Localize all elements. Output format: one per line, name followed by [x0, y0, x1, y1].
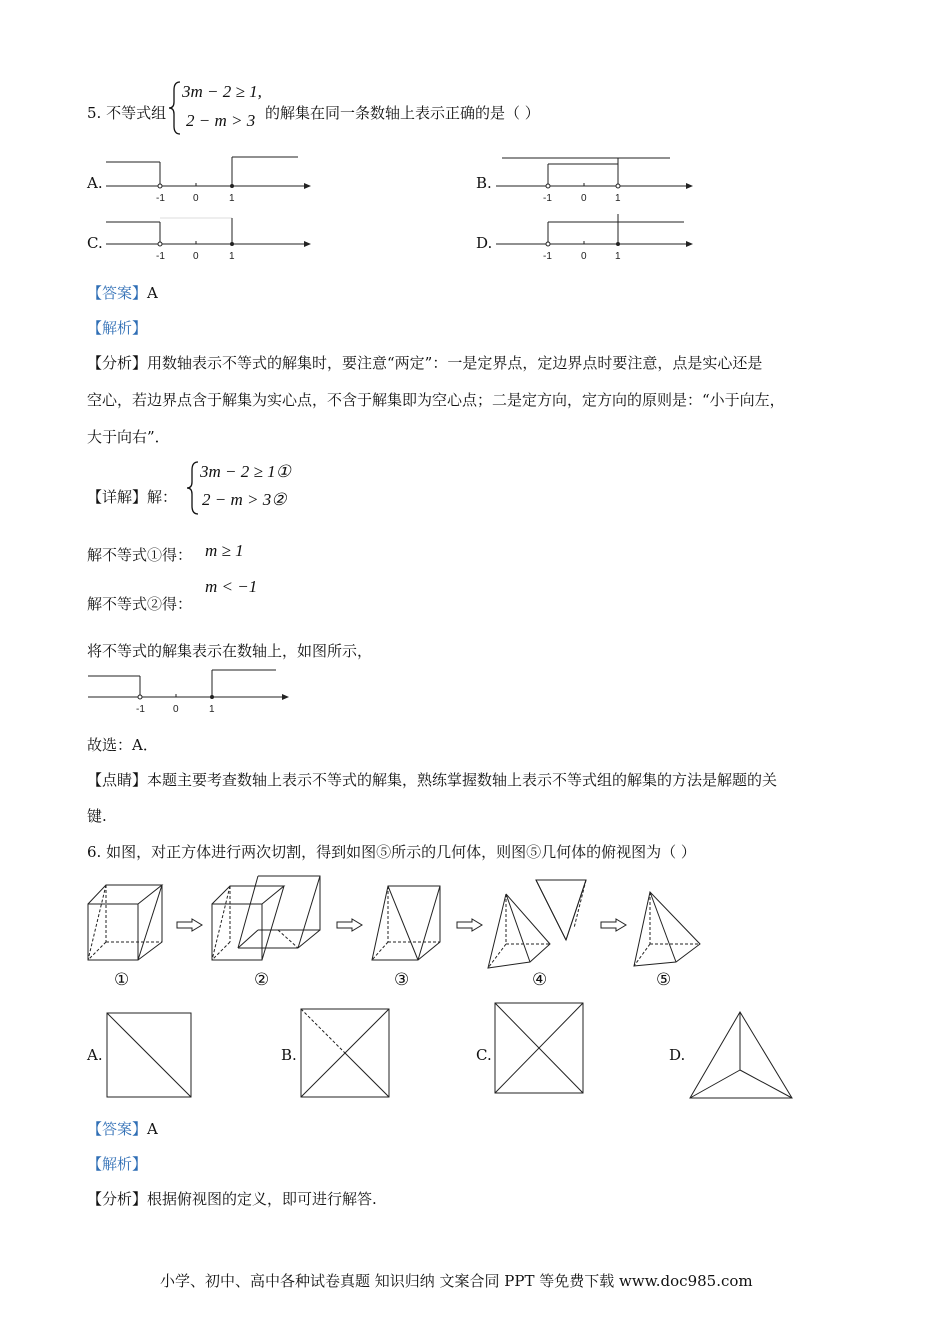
- q6-figure-label-2: ②: [254, 970, 270, 990]
- q6-figure-3-prism: [368, 880, 448, 970]
- detail-text: 解：: [147, 488, 178, 506]
- answer-tag: 【答案】: [87, 1120, 148, 1138]
- arrow-right-icon: [600, 918, 628, 932]
- q5-detail-intro: [87, 486, 177, 507]
- tick-label: 0: [581, 251, 587, 262]
- q5-detail-system: [186, 458, 306, 518]
- detail-sys-line1: 3m − 2 ≥ 1①: [200, 462, 291, 481]
- fenxi-text: 用数轴表示不等式的解集时，要注意“两定”：一是定界点，定边界点时要注意，点是实心还是: [147, 354, 763, 372]
- q6-option-a-view: [106, 1012, 196, 1102]
- q5-choose: 故选：A．: [87, 736, 158, 754]
- fenxi-text: 根据俯视图的定义，即可进行解答.: [147, 1190, 377, 1208]
- arrow-right-icon: [336, 918, 364, 932]
- q5-fenxi-line2: 空心，若边界点含于解集为实心点，不含于解集即为空心点；二是定方向，定方向的原则是：“小于向左，: [87, 391, 785, 409]
- tick-label: 1: [229, 251, 235, 262]
- q5-inequality-system: [168, 78, 268, 136]
- tick-label: 0: [193, 193, 199, 204]
- q5-dianjing-line2: 键.: [87, 807, 107, 825]
- q6-figure-label-1: ①: [114, 970, 130, 990]
- fenxi-tag: 【分析】: [87, 354, 148, 372]
- q5-option-b-label: B.: [476, 174, 492, 192]
- tick-label: 1: [229, 193, 235, 204]
- q6-figure-1-cube: [84, 880, 174, 970]
- detail-tag: 【详解】: [87, 488, 148, 506]
- q6-option-d-view: [688, 1010, 798, 1100]
- tick-label: 1: [615, 193, 621, 204]
- q5-option-d-label: D.: [476, 234, 493, 252]
- brace-icon: [168, 80, 182, 136]
- q5-step1-math: m ≥ 1: [205, 541, 244, 560]
- tick-label: 0: [173, 704, 179, 715]
- q6-option-d-label: D.: [669, 1046, 686, 1064]
- arrow-right-icon: [456, 918, 484, 932]
- q5-solution-number-line: [86, 668, 296, 718]
- q5-step2-math: m < −1: [205, 577, 258, 596]
- tick-label: -1: [156, 193, 165, 204]
- q6-answer: [87, 1118, 158, 1139]
- q5-option-c-label: C.: [87, 234, 103, 252]
- tick-label: 0: [581, 193, 587, 204]
- page-footer: 小学、初中、高中各种试卷真题 知识归纳 文案合同 PPT 等免费下载 www.doc985.com: [160, 1272, 753, 1290]
- q6-figure-label-4: ④: [532, 970, 548, 990]
- q5-option-a-label: A.: [87, 174, 103, 192]
- q5-sys-line2: 2 − m > 3: [186, 111, 256, 130]
- q6-analysis-tag: 【解析】: [87, 1155, 148, 1173]
- q6-figure-2-split: [208, 872, 328, 962]
- dianjing-text: 本题主要考查数轴上表示不等式的解集，熟练掌握数轴上表示不等式组的解集的方法是解题的关: [147, 771, 778, 789]
- tick-label: 0: [193, 251, 199, 262]
- tick-label: -1: [156, 251, 165, 262]
- q5-fenxi-line1: [87, 352, 762, 373]
- tick-label: 1: [209, 704, 215, 715]
- q5-option-c-number-line: [104, 210, 314, 260]
- q6-option-c-view: [494, 1002, 586, 1096]
- q5-step3-text: 将不等式的解集表示在数轴上，如图所示，: [87, 642, 373, 660]
- q5-option-d-number-line: [494, 210, 704, 260]
- dianjing-tag: 【点睛】: [87, 771, 148, 789]
- fenxi-tag: 【分析】: [87, 1190, 148, 1208]
- q6-figure-label-5: ⑤: [656, 970, 672, 990]
- q6-option-b-view: [300, 1008, 392, 1100]
- q6-fenxi: [87, 1188, 377, 1209]
- brace-icon: [186, 460, 200, 516]
- q5-analysis-tag: 【解析】: [87, 319, 148, 337]
- q6-figure-4-pieces: [484, 872, 594, 972]
- q5-option-a-number-line: [104, 152, 314, 202]
- q5-fenxi-line3: 大于向右”．: [87, 428, 170, 446]
- tick-label: 1: [615, 251, 621, 262]
- q5-sys-line1: 3m − 2 ≥ 1,: [182, 82, 262, 101]
- q5-step2-text: 解不等式②得：: [87, 595, 193, 613]
- q6-figure-5-solid: [630, 888, 710, 978]
- tick-label: -1: [543, 251, 552, 262]
- arrow-right-icon: [176, 918, 204, 932]
- answer-value: A: [147, 284, 158, 302]
- q6-option-c-label: C.: [476, 1046, 492, 1064]
- q5-answer: [87, 282, 158, 303]
- q5-dianjing-line1: [87, 769, 777, 790]
- q5-option-b-number-line: [494, 152, 704, 202]
- answer-tag: 【答案】: [87, 284, 148, 302]
- q5-step1-text: 解不等式①得：: [87, 546, 193, 564]
- q5-stem-suffix: 的解集在同一条数轴上表示正确的是（ ）: [265, 104, 540, 122]
- tick-label: -1: [136, 704, 145, 715]
- detail-sys-line2: 2 − m > 3②: [202, 490, 287, 509]
- q6-figure-label-3: ③: [394, 970, 410, 990]
- answer-value: A: [147, 1120, 158, 1138]
- q6-stem: 6. 如图，对正方体进行两次切割，得到如图⑤所示的几何体，则图⑤几何体的俯视图为（ ）: [87, 843, 696, 861]
- q6-option-a-label: A.: [87, 1046, 103, 1064]
- q6-option-b-label: B.: [281, 1046, 297, 1064]
- q5-stem-prefix: 5. 不等式组: [87, 104, 167, 122]
- tick-label: -1: [543, 193, 552, 204]
